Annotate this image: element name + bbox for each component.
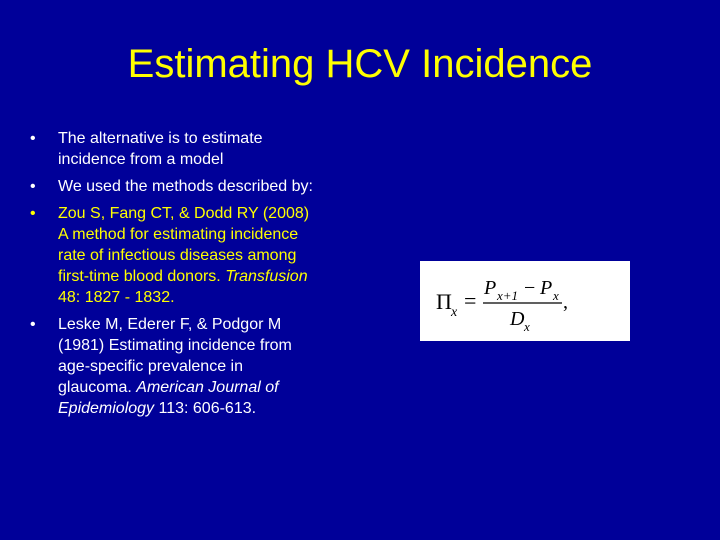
bullet-marker: • [30,205,36,222]
formula-numerator-term1-subscript: x+1 [497,288,519,303]
citation-line: first-time blood donors. [58,268,226,285]
citation-line: Leske M, Ederer F, & Podgor M [58,316,282,333]
formula-minus: − [524,277,536,299]
formula-image [420,261,630,341]
bullet-marker: • [30,178,36,195]
formula-denominator: D [510,308,525,330]
citation-line: rate of infectious diseases among [58,247,297,264]
formula-trailing-comma: , [563,291,568,313]
citation-line: A method for estimating incidence [58,226,299,243]
bullet-list [30,128,350,425]
citation-line: age-specific prevalence in [58,358,243,375]
formula-lhs: Π [436,289,452,314]
citation-line: glaucoma. [58,379,137,396]
bullet-item-citation-leske [30,314,350,419]
bullet-text-line: We used the methods described by: [58,178,313,195]
formula-numerator-term1: P [484,277,497,299]
bullet-marker: • [30,130,36,147]
formula-lhs-subscript: x [451,305,458,320]
citation-line: 113: 606-613. [154,400,257,417]
bullet-item [30,128,350,170]
citation-line: Zou S, Fang CT, & Dodd RY (2008) [58,205,310,222]
formula-svg [420,261,630,341]
formula-equals: = [464,288,477,313]
bullet-text-line: The alternative is to estimate [58,130,263,147]
citation-line: 48: 1827 - 1832. [58,289,175,306]
journal-name: Epidemiology [58,400,155,417]
journal-name: American Journal of [136,379,279,396]
bullet-marker: • [30,316,36,333]
citation-line: (1981) Estimating incidence from [58,337,292,354]
slide-title: Estimating HCV Incidence [127,42,593,86]
formula-numerator-term2-subscript: x [553,288,559,303]
bullet-item-citation-zou [30,203,350,308]
bullet-text-line: incidence from a model [58,151,224,168]
formula-numerator-term2: P [540,277,553,299]
journal-name: Transfusion [225,268,308,285]
bullet-item [30,176,350,197]
formula-denominator-subscript: x [524,319,530,334]
